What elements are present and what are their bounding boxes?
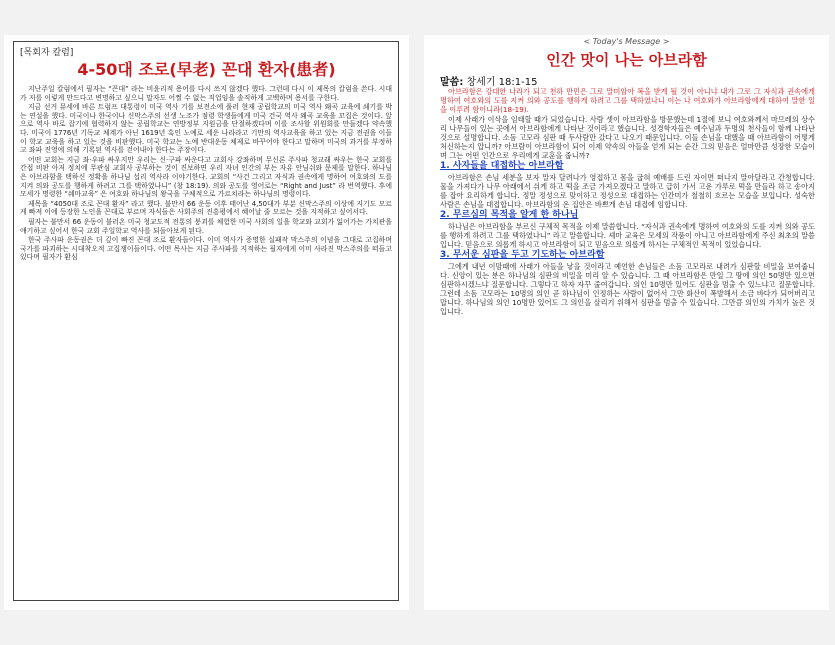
paragraph: 지난주일 칼럼에서 필자는 “꼰대” 라는 비윤리적 용어를 다시 쓰지 않겠다 했다. 그런데 다시 이 제목의 칼럼을 쓴다. 시대가 저를 이렇게 만드다고 변명하고 싶으니 말자도 어쩔 수 없는 직업임을 솔직하게 고백하며 용서를 구한다. (20, 85, 392, 102)
right-page (424, 35, 829, 610)
column-label: [목회자 칼럼] (20, 48, 74, 58)
paragraph: 한국 주사파 운동권은 더 깊이 빠진 꼰대 조로 환자들이다. 이미 역사가 증명한 실패작 막스주의 이념을 그대로 고집하며 국가를 파괴하는 시대착오적 고집쟁이들이다. 어떤 목사는 지금 주사파를 지적하는 필자에게 이미 사라진 막스주의를 떠들고 있다며 필자가 환심 (20, 236, 392, 262)
scripture-reference: 창세기 18:1-15 (466, 77, 538, 88)
paragraph: 필자는 불만서 66 운동이 불러온 미국 청교도적 전통의 붕괴를 체험한 미국 사회의 일을 학교와 교회가 잃어가는 가치관을 얘기하고 싶어서 한국 교회 주일학교 역사를 되돌아보게 된다. (20, 217, 392, 235)
message-signature: < Today's Message > (583, 37, 670, 46)
scripture-line (440, 73, 537, 88)
section-heading: 3. 무서운 심판을 두고 기도하는 아브라함 (440, 250, 605, 260)
intro-paragraph: 이제 사래가 이삭을 임태할 때가 되었습니다. 사람 셋이 아브라함을 방문했는데 1절에 보니 여호와께서 마므레의 상수리 나무들이 있는 곳에서 아브라함에게 나타난 것이라고 했습니다. 성경학자들은 예수님과 두명의 천사들이 함께 나타난 것으로 설명합니다. 소돔 고모라 심판 때 두사람만 갔다고 나오기 때문입니다. 이들 손님을 대했을 때 아브라함이 어떻게 처신하는지 압니까? 아브람이 아브라함이 되어 이제 약속의 아들을 얻게 되는 순간 그의 믿음은 얼마만큼 성장한 모습이며 그는 어떤 인간으로 우리에게 교훈을 줍니까? (440, 115, 815, 160)
section-heading: 2. 무르심의 목적을 알게 한 하나님 (440, 210, 579, 220)
paragraph: 어떤 교회는 지금 좌·우파 싸우지만 우리는 신·구파 싸운다고 교회사 강좌하며 무신론 주사파 청교래 싸우는 한국 교회를 간접 비판 아저 정치에 무관심 교회사 공부하는 것이 진보하면 우리 자녀 인간의 부는 자유 안님쉬와 문제를 말한다. 하나님은 아브라함을 택하신 정확을 하나님 섭리 역사라 이야기한다. 교회의 “사건 그리고 자식과 권속에게 명하여 여호와의 도를 지켜 의와 공도를 행하게 하려고 그를 택하였나니” (창 18:19). 의와 공도를 영어로는 “Right and Just” 라 번역했다. 후에 모세가 명령한 “쉐마교육” 은 여호와 하나님의 왕국을 구체적으로 가르치라는 하나님의 명령이다. (20, 155, 392, 199)
column-body (20, 85, 392, 263)
scripture-label: 말씀: (440, 77, 464, 88)
left-page (4, 35, 409, 610)
paragraph: 지금 선거 뮤세에 바른 트럼프 대통령이 미국 역사 기를 보전소에 풀러 현재 공립학교의 미국 역사 왜곡 교육에 쇄기를 박는 연설을 했다. 미국이나 한국이나 신막스주의 선생 노조가 점령 학생들에게 미국 건국 역사 왜곡 교육을 꼬집은 것이다. 앞으로 역사 바로 잡기에 협력하지 않는 공립학교는 연방정부 지원금을 단절하겠다며 이를 조사할 위원회를 만들겠다 약속했다. 미국이 1776년 기독교 체계가 아닌 1619년 흑인 노예로 세운 나라라고 기만의 역사교육을 하고 있는 지금 전권을 이들이 학교 교육을 하고 있는 것을 비판했다. 미국 학교는 노예 반대운동 체제로 바꾸어야 한다고 말하며 미국의 과거를 부정하고 좌파 진영에 의해 기록된 역사를 걷어내야 한다는 주장이다. (20, 103, 392, 155)
intro-verse: 아브라함은 강대한 나라가 되고 천하 만민은 그로 말미암아 복을 받게 될 것이 아니냐 내가 그로 그 자식과 권속에게 명하여 여호와의 도를 지켜 의와 공도를 행하게 하려고 그를 택하였나니 이는 나 여호와가 아브라함에게 대하여 말한 일을 이루려 함이니라(18-19). (440, 87, 815, 114)
column-title: 4-50대 조로(早老) 꼰대 환자(患者) (77, 60, 336, 79)
section-text: 아브라함은 손님 세분을 보자 말자 달려나가 영접하고 몸을 굽혀 예배를 드린 자이면 떠나지 말아달라고 간청합니다. 물을 가져다가 나무 아래에서 쉬게 하고 떡을 조금 가져오겠다고 말하고 급히 가서 고운 가루로 떡을 만들라 하고 송아지를 잡아 요리하게 합니다. 정말 정성으로 맞이하고 정성으로 대접하는 인간미가 철철히 흐르는 모습을 보입니다. 성숙한 사람은 손님을 대접합니다. 아브라함의 온 집안은 바쁘게 손님 대접에 임합니다. (440, 173, 815, 209)
section-text: 그에게 내년 이맘때에 사래가 아들을 낳을 것이라고 예언한 손님들은 소돔 고모라로 내려가 심판할 비밀을 보여줍니다. 신앙이 있는 분은 하나님의 심판의 비밀을 미리 알 수 있습니다. 그 때 아브라함은 만일 그 땅에 의인 50명만 있으면 심판하시겠느냐 질문합니다. 그렇다고 하자 자꾸 줄여갑니다. 의인 10명만 있어도 심판을 멈출 수 있느냐고 질문합니다. 그런데 소돔 고모라는 10명의 의인 곧 하나님이 인정하는 사람이 없어서 그만 화산이 폭발해서 소금 바다가 되어버리고 맙니다. 하나님의 의인 10명만 있어도 그 의인을 살리기 위해서 심판을 멈출 수 있습니다. 그만큼 의인의 가치가 높은 것입니다. (440, 262, 815, 316)
sermon-body (440, 87, 815, 317)
sermon-title: 인간 맛이 나는 아브라함 (546, 51, 707, 69)
paragraph: 제목을 “4050대 조로 꼰대 환자” 라고 했다. 불만서 66 운동 이후 태어난 4,50대가 부분 신막스주의 이상에 지기도 모르게 빠져 이에 등장한 노인을 꼰대로 부르며 자식들은 사회주의 진흥평에서 혜어날 줄 모르는 것을 지적하고 싶어서다. (20, 199, 392, 217)
section-text: 하나님은 아브라함을 부르신 구체적 목적을 이제 말씀합니다. “자식과 권속에게 명하여 여호와의 도를 지켜 의와 공도를 행하게 하려고 그를 택하였나니” 라고 말씀합니다. 셰마 교육은 모세의 작품이 아니고 아브라함에게 주신 최초의 말씀입니다. 믿음으로 의롭게 하시고 아브라함이 되고 믿음으로 의롭게 하시는 구체적인 목적이 있었습니다. (440, 222, 815, 249)
section-heading: 1. 사자들을 대접하는 아브라함 (440, 161, 564, 171)
